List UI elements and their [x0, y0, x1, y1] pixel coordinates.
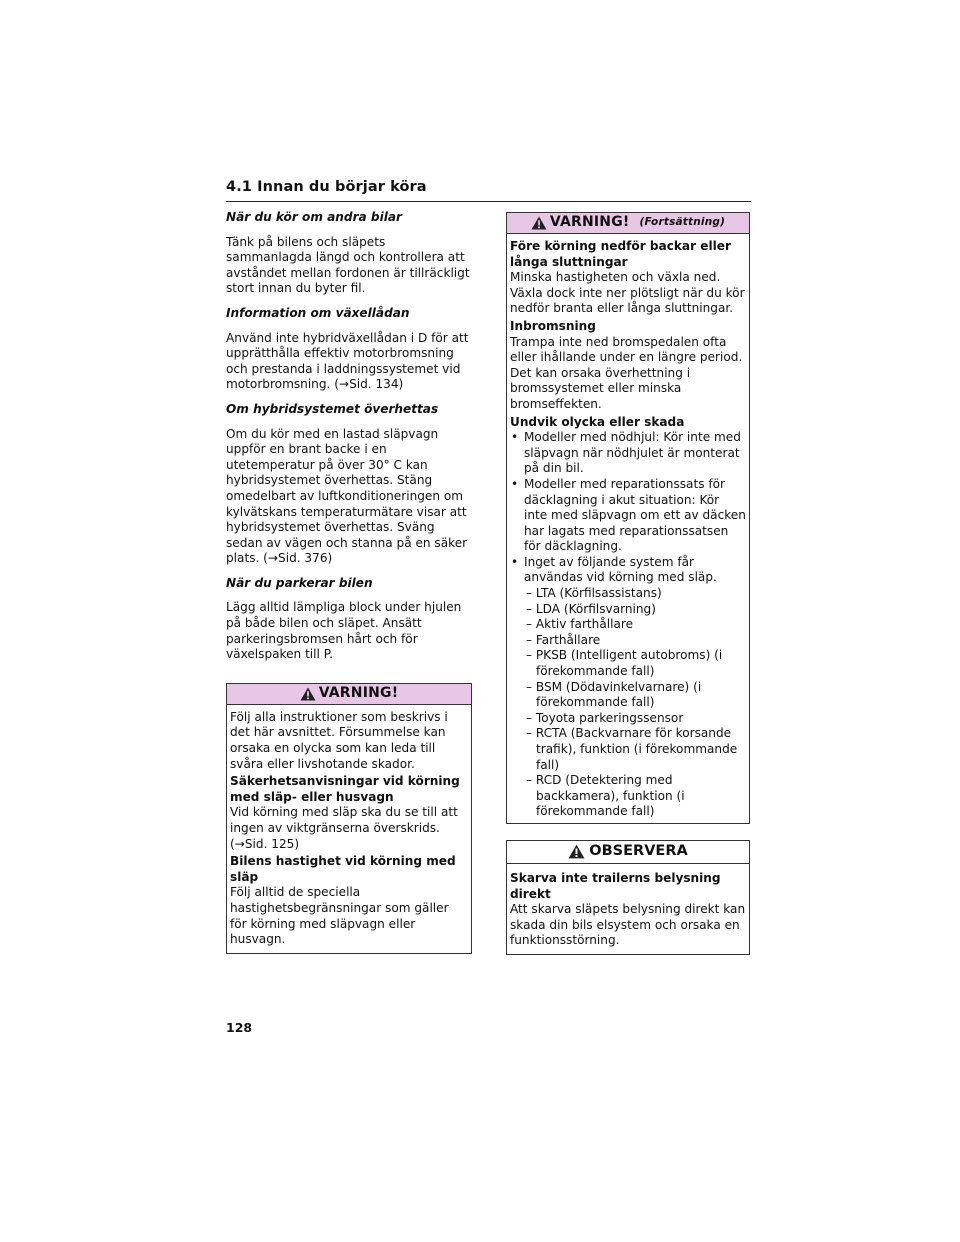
bullet-item-spare-wheel: • Modeller med nödhjul: Kör inte med släpvagn när nödhjulet är monterat på din bil. [510, 430, 746, 477]
bullet-item-repair-kit: • Modeller med reparationssats för däcklagning i akut situation: Kör inte med släpvagn om ett av däcken har lagats med reparationssatsen för däcklagning. [510, 477, 746, 555]
warning-heading-safety: Säkerhetsanvisningar vid körning med släp- eller husvagn [230, 774, 460, 804]
warning-title: VARNING! [318, 685, 399, 702]
notice-paragraph: Att skarva släpets belysning direkt kan skada din bils elsystem och orsaka en funktionsstörning. [510, 902, 746, 948]
system-item: – Toyota parkeringssensor [526, 710, 684, 725]
subheading-overtaking: När du kör om andra bilar [226, 210, 402, 224]
warning-box [226, 683, 472, 954]
warning-triangle-icon [300, 687, 316, 701]
system-item: – Farthållare [526, 632, 601, 647]
subheading-parking: När du parkerar bilen [226, 575, 373, 590]
system-item: – PKSB (Intelligent autobroms) (i förekommande fall) [526, 648, 723, 679]
paragraph-overtaking: Tänk på bilens och släpets sammanlagda längd och kontrollera att avståndet mellan fordonen är tillräckligt stort innan du byter fil. [226, 234, 470, 296]
warning-banner [227, 684, 471, 705]
warning-paragraph-speed: Följ alltid de speciella hastighetsbegränsningar som gäller för körning med släpvagn eller husvagn. [230, 885, 449, 947]
system-item: – BSM (Dödavinkelvarnare) (i förekommande fall) [526, 679, 702, 710]
notice-title: OBSERVERA [589, 843, 688, 860]
warning-continued-label: (Fortsättning) [639, 216, 726, 229]
notice-banner [507, 841, 749, 864]
system-item: – LTA (Körfilsassistans) [526, 586, 662, 601]
paragraph-overheating: Om du kör med en lastad släpvagn uppför en brant backe i en utetemperatur på över 30° C kan hybridsystemet överhettas. Stäng omedelbart av luftkonditioneringen om kylvätskans temperaturmätare visar att hybridsystemet överhettas. Sväng sedan av vägen och stanna på en säker plats. (→Sid. 376) [226, 426, 468, 566]
warning-continued-box [506, 212, 750, 824]
section-header [226, 179, 751, 202]
notice-heading: Skarva inte trailerns belysning direkt [510, 870, 721, 901]
page-number: 128 [226, 1020, 253, 1035]
system-item: – RCD (Detektering med backkamera), funktion (i förekommande fall) [526, 773, 685, 819]
warning-paragraph-braking: Trampa inte ned bromspedalen ofta eller ihållande under en längre period. Det kan orsaka överhettning i bromssystemet eller minska bromseffekten. [510, 334, 743, 411]
warning-heading-braking: Inbromsning [510, 318, 596, 333]
systems-list [510, 586, 746, 820]
warning-continued-title: VARNING! [549, 214, 630, 231]
warning-heading-avoid-accident: Undvik olycka eller skada [510, 414, 685, 429]
warning-intro: Följ alla instruktioner som beskrivs i det här avsnittet. Försummelse kan orsaka en olycka som kan leda till svåra eller livshotande skador. [230, 709, 448, 771]
warning-triangle-icon [531, 216, 547, 230]
warning-paragraph-downhill: Minska hastigheten och växla ned. Växla dock inte ner plötsligt när du kör nedför branta eller långa sluttningar. [510, 270, 745, 316]
right-column [506, 210, 750, 955]
bullet-systems-text: Inget av följande system får användas vid körning med släp. [524, 554, 717, 585]
warning-bullet-list [510, 430, 746, 820]
left-column [226, 210, 472, 954]
warning-heading-speed: Bilens hastighet vid körning med släp [230, 854, 456, 884]
subheading-overheating: Om hybridsystemet överhettas [226, 401, 439, 416]
system-item: – Aktiv farthållare [526, 617, 634, 632]
bullet-item-systems [510, 555, 746, 820]
warning-continued-banner [507, 213, 749, 234]
notice-box [506, 840, 750, 955]
warning-triangle-icon [568, 844, 585, 859]
subheading-transmission: Information om växellådan [226, 305, 410, 320]
warning-paragraph-safety: Vid körning med släp ska du se till att ingen av viktgränserna överskrids. (→Sid. 125) [230, 805, 458, 851]
paragraph-transmission: Använd inte hybridväxellådan i D för att upprätthålla effektiv motorbromsning och prestanda i laddningssystemet vid motorbromsning. (→Sid. 134) [226, 330, 469, 392]
system-item: – RCTA (Backvarnare för korsande trafik), funktion (i förekommande fall) [526, 726, 738, 772]
section-title: 4.1 Innan du börjar köra [226, 179, 427, 195]
system-item: – LDA (Körfilsvarning) [526, 601, 656, 616]
warning-heading-downhill: Före körning nedför backar eller långa sluttningar [510, 239, 731, 269]
paragraph-parking: Lägg alltid lämpliga block under hjulen på både bilen och släpet. Ansätt parkeringsbromsen hårt och för växelspaken till P. [226, 600, 462, 662]
